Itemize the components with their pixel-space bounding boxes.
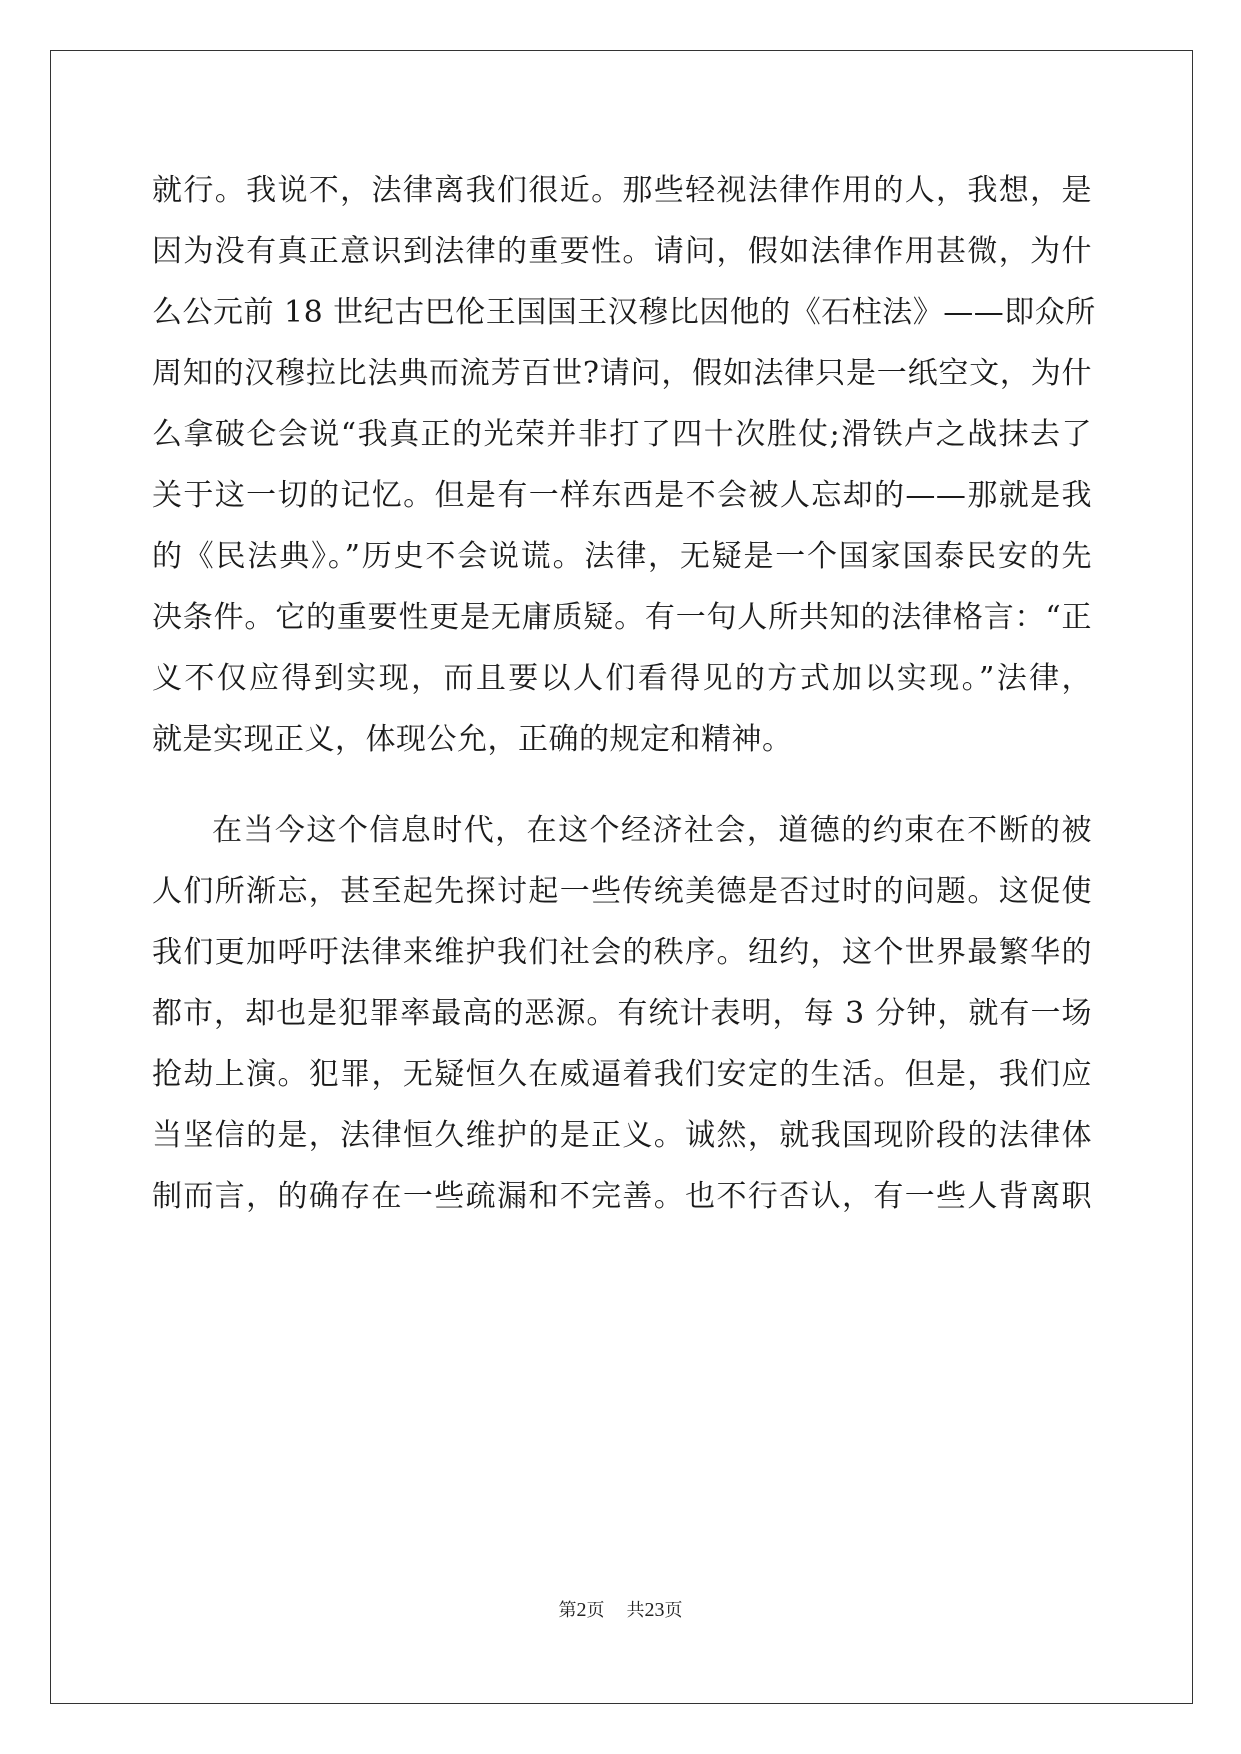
text-line: 都市，却也是犯罪率最高的恶源。有统计表明，每 3 分钟，就有一场 [152,996,1092,1031]
page-suffix: 页 [586,1600,605,1621]
text-line: 抢劫上演。犯罪，无疑恒久在威逼着我们安定的生活。但是，我们应 [152,1057,1092,1092]
text-line: 义不仅应得到实现，而且要以人们看得见的方式加以实现。”法律， [152,661,1092,696]
text-line: 的《民法典》。”历史不会说谎。法律，无疑是一个国家国泰民安的先 [152,539,1092,574]
document-body [152,160,1096,1227]
text-line: 就行。我说不，法律离我们很近。那些轻视法律作用的人，我想，是 [152,173,1092,208]
page-prefix: 第 [558,1600,577,1621]
total-pages: 23 [644,1599,665,1621]
text-line: 么公元前 18 世纪古巴伦王国国王汉穆比因他的《石柱法》——即众所 [152,295,1096,330]
paragraph-gap [152,770,1092,800]
text-line: 因为没有真正意识到法律的重要性。请问，假如法律作用甚微，为什 [152,234,1092,269]
text-line: 就是实现正义，体现公允，正确的规定和精神。 [152,722,793,757]
text-line: 人们所渐忘，甚至起先探讨起一些传统美德是否过时的问题。这促使 [152,874,1092,909]
total-suffix: 页 [664,1600,683,1621]
text-line: 么拿破仑会说“我真正的光荣并非打了四十次胜仗;滑铁卢之战抹去了 [152,417,1092,452]
paragraph-1 [152,160,1096,770]
page-number: 2 [576,1599,587,1621]
paragraph-2 [152,800,1092,1227]
text-line: 我们更加呼吁法律来维护我们社会的秩序。纽约，这个世界最繁华的 [152,935,1092,970]
page-footer [0,1596,1241,1622]
text-line-indented: 在当今这个信息时代，在这个经济社会，道德的约束在不断的被 [212,813,1092,848]
text-line: 关于这一切的记忆。但是有一样东西是不会被人忘却的——那就是我 [152,478,1092,513]
text-line: 周知的汉穆拉比法典而流芳百世?请问，假如法律只是一纸空文，为什 [152,356,1092,391]
total-prefix: 共 [626,1600,645,1621]
text-line: 当坚信的是，法律恒久维护的是正义。诚然，就我国现阶段的法律体 [152,1118,1092,1153]
text-line: 制而言，的确存在一些疏漏和不完善。也不行否认，有一些人背离职 [152,1179,1092,1214]
text-line: 决条件。它的重要性更是无庸质疑。有一句人所共知的法律格言：“正 [152,600,1092,635]
